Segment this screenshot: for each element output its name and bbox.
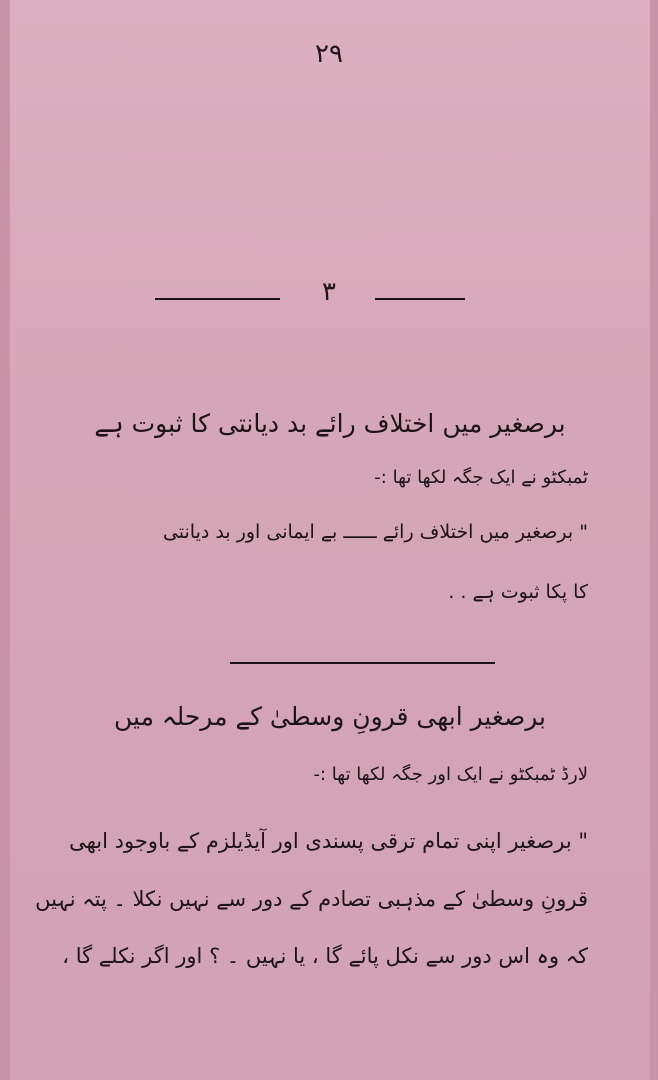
section2-quote-line1: " برصغیر اپنی تمام ترقی پسندی اور آیڈیلزم کے باوجود ابھی [69,829,588,853]
page-edge-right [650,0,658,1080]
section1-intro: ٹمبکٹو نے ایک جگہ لکھا تھا :- [374,467,588,488]
section2-quote-line2: قرونِ وسطیٰ کے مذہبی تصادم کے دور سے نہیں نکلا ۔ پتہ نہیں [35,887,588,911]
page-number: ۲۹ [315,39,343,69]
page-edge-left [0,0,10,1080]
section1-quote-line1: " برصغیر میں اختلاف رائے ــــــ بے ایمانی اور بد دیانتی [162,521,588,543]
section-divider [230,662,495,664]
section2-heading: برصغیر ابھی قرونِ وسطیٰ کے مرحلہ میں [114,702,546,731]
section1-quote-line2: کا پکا ثبوت ہے . . [448,581,588,603]
section1-heading: برصغیر میں اختلاف رائے بد دیانتی کا ثبوت ہے [94,409,566,438]
chapter-rule-right [375,298,465,300]
section2-intro: لارڈ ٹمبکٹو نے ایک اور جگہ لکھا تھا :- [313,764,588,785]
chapter-number: ۳ [322,277,336,307]
section2-quote-line3: کہ وہ اس دور سے نکل پائے گا ، یا نہیں ۔ ؟ اور اگر نکلے گا ، [62,944,588,968]
